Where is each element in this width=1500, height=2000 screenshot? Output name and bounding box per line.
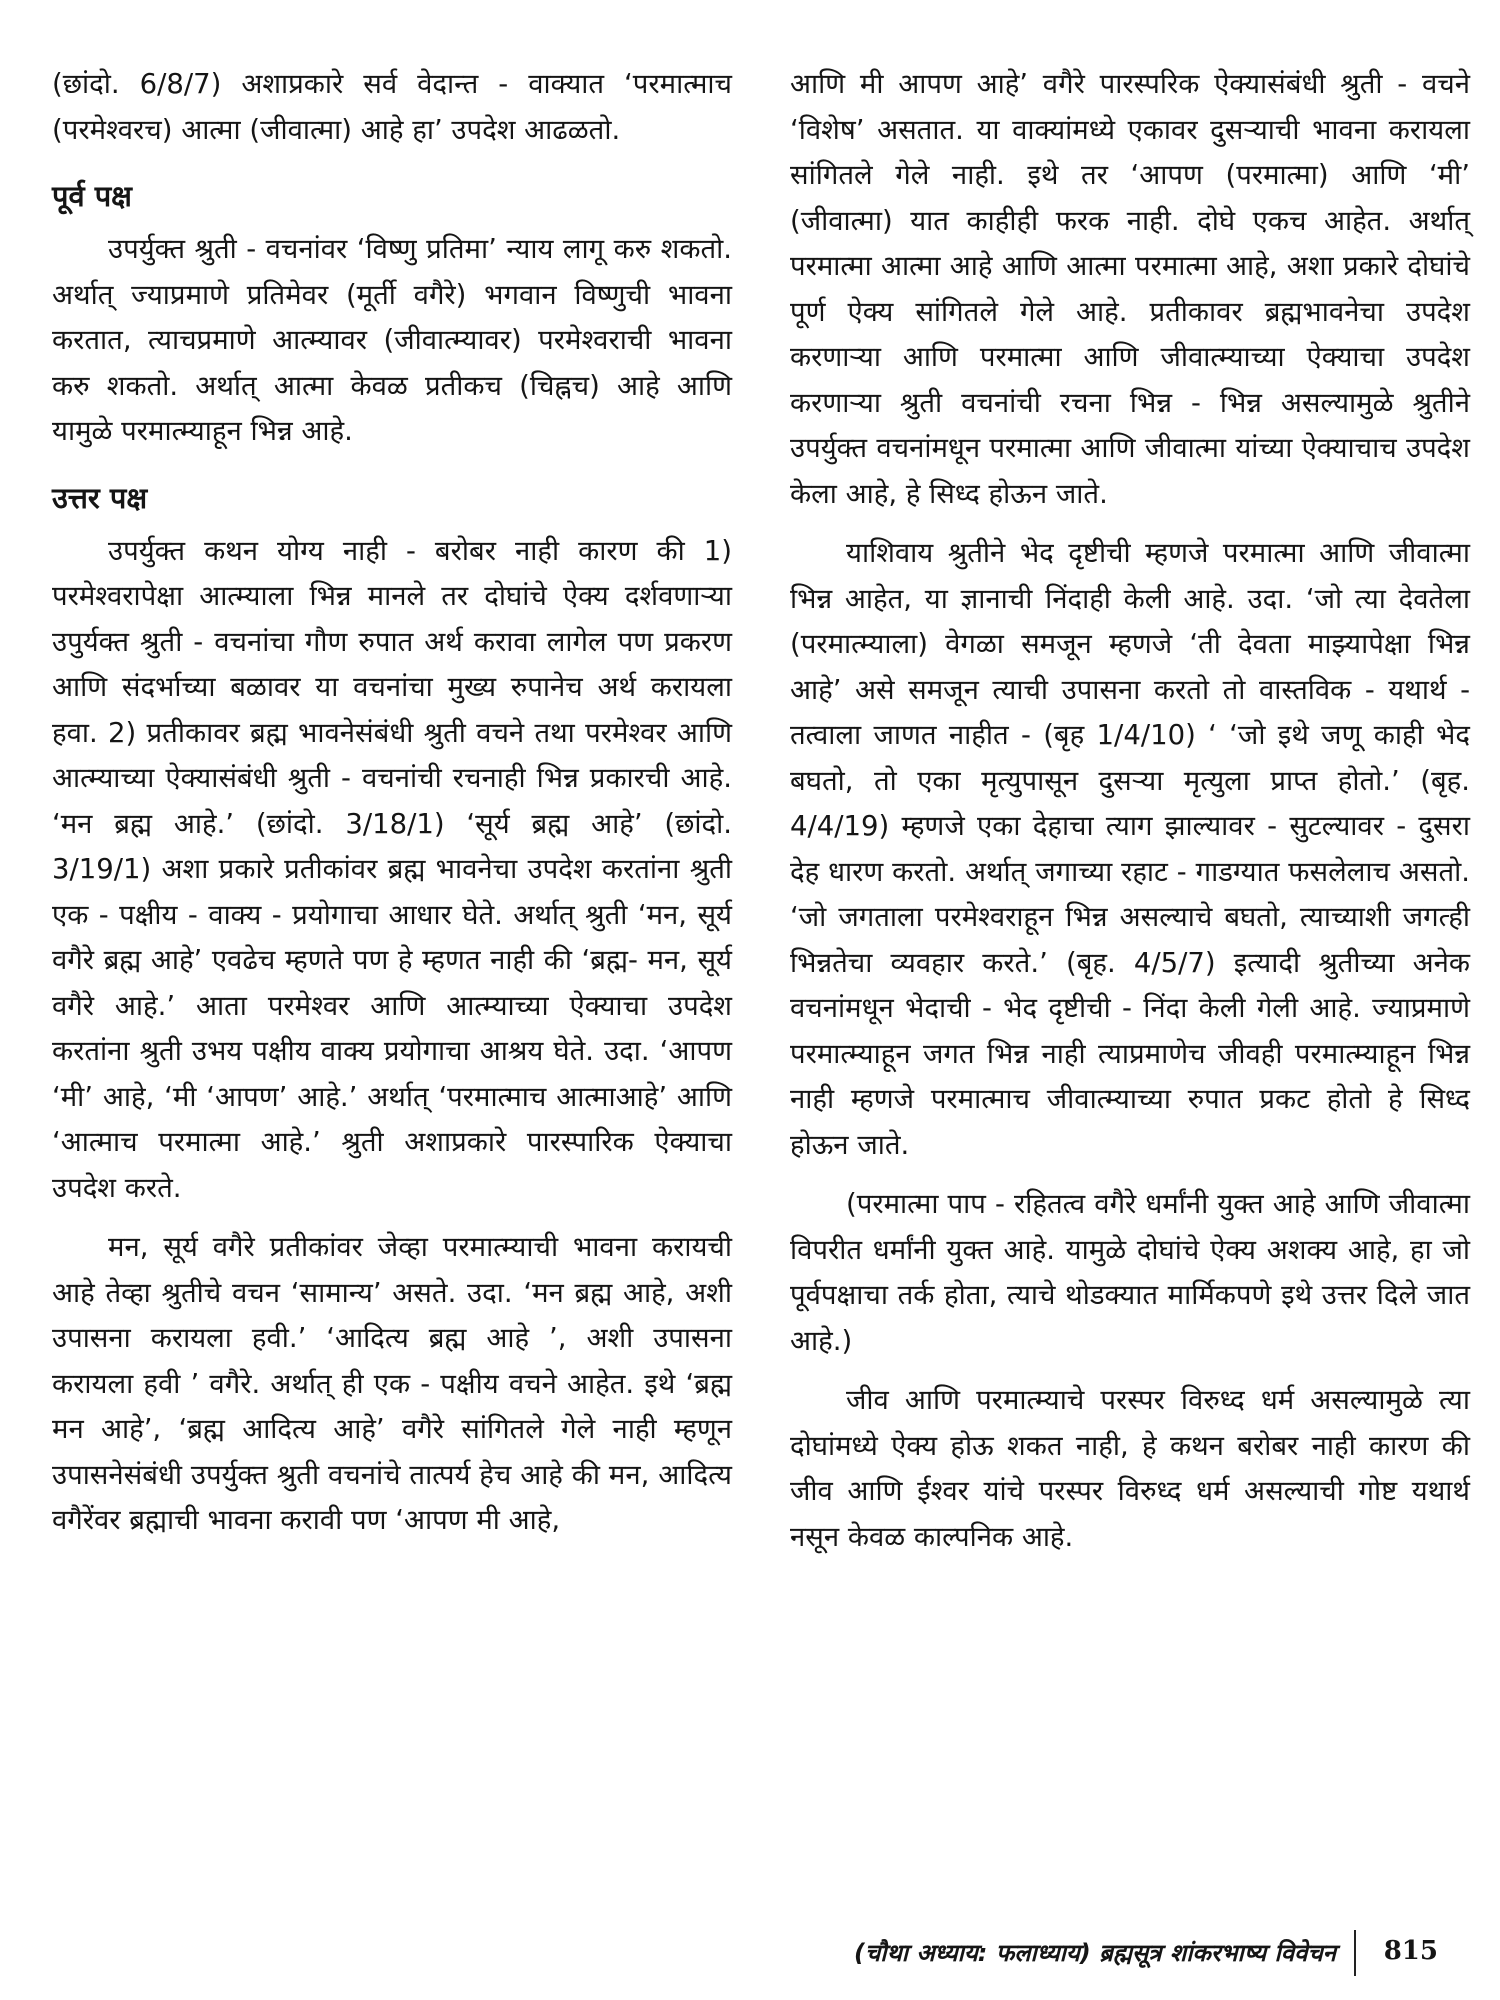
left-column: [52, 62, 732, 1558]
section-heading-uttar-paksha: उत्तर पक्ष: [52, 480, 148, 515]
section-heading-purva-paksha: पूर्व पक्ष: [52, 179, 132, 213]
footer-divider: [1354, 1930, 1356, 1976]
right-column: [790, 62, 1470, 1574]
paragraph: उपर्युक्त कथन योग्य नाही - बरोबर नाही कारण की 1) परमेश्वरापेक्षा आत्म्याला भिन्न मानले तर दोघांचे ऐक्य दर्शवणाऱ्या उपुर्यक्त श्रुती - वचनांचा गौण रुपात अर्थ करावा लागेल पण प्रकरण आणि संदर्भाच्या बळावर या वचनांचा मुख्य रुपानेच अर्थ करायला हवा. 2) प्रतीकावर ब्रह्म भावनेसंबंधी श्रुती वचने तथा परमेश्वर आणि आत्म्याच्या ऐक्यासंबंधी श्रुती - वचनांची रचनाही भिन्न प्रकारची आहे. ‘मन ब्रह्म आहे.’ (छांदो. 3/18/1) ‘सूर्य ब्रह्म आहे’ (छांदो. 3/19/1) अशा प्रकारे प्रतीकांवर ब्रह्म भावनेचा उपदेश करतांना श्रुती एक - पक्षीय - वाक्य - प्रयोगाचा आधार घेते. अर्थात् श्रुती ‘मन, सूर्य वगैरे ब्रह्म आहे’ एवढेच म्हणते पण हे म्हणत नाही की ‘ब्रह्म- मन, सूर्य वगैरे आहे.’ आता परमेश्वर आणि आत्म्याच्या ऐक्याचा उपदेश करतांना श्रुती उभय पक्षीय वाक्य प्रयोगाचा आश्रय घेते. उदा. ‘आपण ‘मी’ आहे, ‘मी ‘आपण’ आहे.’ अर्थात् ‘परमात्माच आत्माआहे’ आणि ‘आत्माच परमात्मा आहे.’ श्रुती अशाप्रकारे पारस्पारिक ऐक्याचा उपदेश करते.: [52, 534, 732, 1204]
paragraph: याशिवाय श्रुतीने भेद दृष्टीची म्हणजे परमात्मा आणि जीवात्मा भिन्न आहेत, या ज्ञानाची निंदाही केली आहे. उदा. ‘जो त्या देवतेला (परमात्म्याला) वेगळा समजून म्हणजे ‘ती देवता माझ्यापेक्षा भिन्न आहे’ असे समजून त्याची उपासना करतो तो वास्तविक - यथार्थ - तत्वाला जाणत नाहीत - (बृह 1/4/10) ‘ ‘जो इथे जणू काही भेद बघतो, तो एका मृत्युपासून दुसऱ्या मृत्युला प्राप्त होतो.’ (बृह. 4/4/19) म्हणजे एका देहाचा त्याग झाल्यावर - सुटल्यावर - दुसरा देह धारण करतो. अर्थात् जगाच्या रहाट - गाडग्यात फसलेलाच असतो. ‘जो जगताला परमेश्वराहून भिन्न असल्याचे बघतो, त्याच्याशी जगत्ही भिन्नतेचा व्यवहार करते.’ (बृह. 4/5/7) इत्यादी श्रुतीच्या अनेक वचनांमधून भेदाची - भेद दृष्टीची - निंदा केली गेली आहे. ज्याप्रमाणे परमात्म्याहून जगत भिन्न नाही त्याप्रमाणेच जीवही परमात्म्याहून भिन्न नाही म्हणजे परमात्माच जीवात्म्याच्या रुपात प्रकट होतो हे सिध्द होऊन जाते.: [790, 537, 1470, 1161]
paragraph: (छांदो. 6/8/7) अशाप्रकारे सर्व वेदान्त - वाक्यात ‘परमात्माच (परमेश्वरच) आत्मा (जीवात्मा) आहे हा’ उपदेश आढळतो.: [52, 68, 732, 146]
paragraph: उपर्युक्त श्रुती - वचनांवर ‘विष्णु प्रतिमा’ न्याय लागू करु शकतो. अर्थात् ज्याप्रमाणे प्रतिमेवर (मूर्ती वगैरे) भगवान विष्णुची भावना करतात, त्याचप्रमाणे आत्म्यावर (जीवात्म्यावर) परमेश्वराची भावना करु शकतो. अर्थात् आत्मा केवळ प्रतीकच (चिह्नच) आहे आणि यामुळे परमात्म्याहून भिन्न आहे.: [52, 233, 732, 447]
running-footer-title: (चौथा अध्याय: फलाध्याय) ब्रह्मसूत्र शांकरभाष्य विवेचन: [854, 1939, 1336, 1967]
paragraph: आणि मी आपण आहे’ वगैरे पारस्परिक ऐक्यासंबंधी श्रुती - वचने ‘विशेष’ असतात. या वाक्यांमध्ये एकावर दुसऱ्याची भावना करायला सांगितले गेले नाही. इथे तर ‘आपण (परमात्मा) आणि ‘मी’ (जीवात्मा) यात काहीही फरक नाही. दोघे एकच आहेत. अर्थात् परमात्मा आत्मा आहे आणि आत्मा परमात्मा आहे, अशा प्रकारे दोघांचे पूर्ण ऐक्य सांगितले गेले आहे. प्रतीकावर ब्रह्मभावनेचा उपदेश करणाऱ्या आणि परमात्मा आणि जीवात्म्याच्या ऐक्याचा उपदेश करणाऱ्या श्रुती वचनांची रचना भिन्न - भिन्न असल्यामुळे श्रुतीने उपर्युक्त वचनांमधून परमात्मा आणि जीवात्मा यांच्या ऐक्याचाच उपदेश केला आहे, हे सिध्द होऊन जाते.: [790, 68, 1470, 510]
page-number: 815: [1383, 1936, 1438, 1966]
paragraph: जीव आणि परमात्म्याचे परस्पर विरुध्द धर्म असल्यामुळे त्या दोघांमध्ये ऐक्य होऊ शकत नाही, हे कथन बरोबर नाही कारण की जीव आणि ईश्वर यांचे परस्पर विरुध्द धर्म असल्याची गोष्ट यथार्थ नसून केवळ काल्पनिक आहे.: [790, 1384, 1470, 1553]
paragraph: मन, सूर्य वगैरे प्रतीकांवर जेव्हा परमात्म्याची भावना करायची आहे तेव्हा श्रुतीचे वचन ‘सामान्य’ असते. उदा. ‘मन ब्रह्म आहे, अशी उपासना करायला हवी.’ ‘आदित्य ब्रह्म आहे ’, अशी उपासना करायला हवी ’ वगैरे. अर्थात् ही एक - पक्षीय वचने आहेत. इथे ‘ब्रह्म मन आहे’, ‘ब्रह्म आदित्य आहे’ वगैरे सांगितले गेले नाही म्हणून उपासनेसंबंधी उपर्युक्त श्रुती वचनांचे तात्पर्य हेच आहे की मन, आदित्य वगैरेंवर ब्रह्माची भावना करावी पण ‘आपण मी आहे,: [52, 1231, 732, 1536]
paragraph: (परमात्मा पाप - रहितत्व वगैरे धर्मांनी युक्त आहे आणि जीवात्मा विपरीत धर्मांनी युक्त आहे. यामुळे दोघांचे ऐक्य अशक्य आहे, हा जो पूर्वपक्षाचा तर्क होता, त्याचे थोडक्यात मार्मिकपणे इथे उत्तर दिले जात आहे.): [790, 1188, 1470, 1357]
page-footer: [760, 1930, 1460, 1978]
